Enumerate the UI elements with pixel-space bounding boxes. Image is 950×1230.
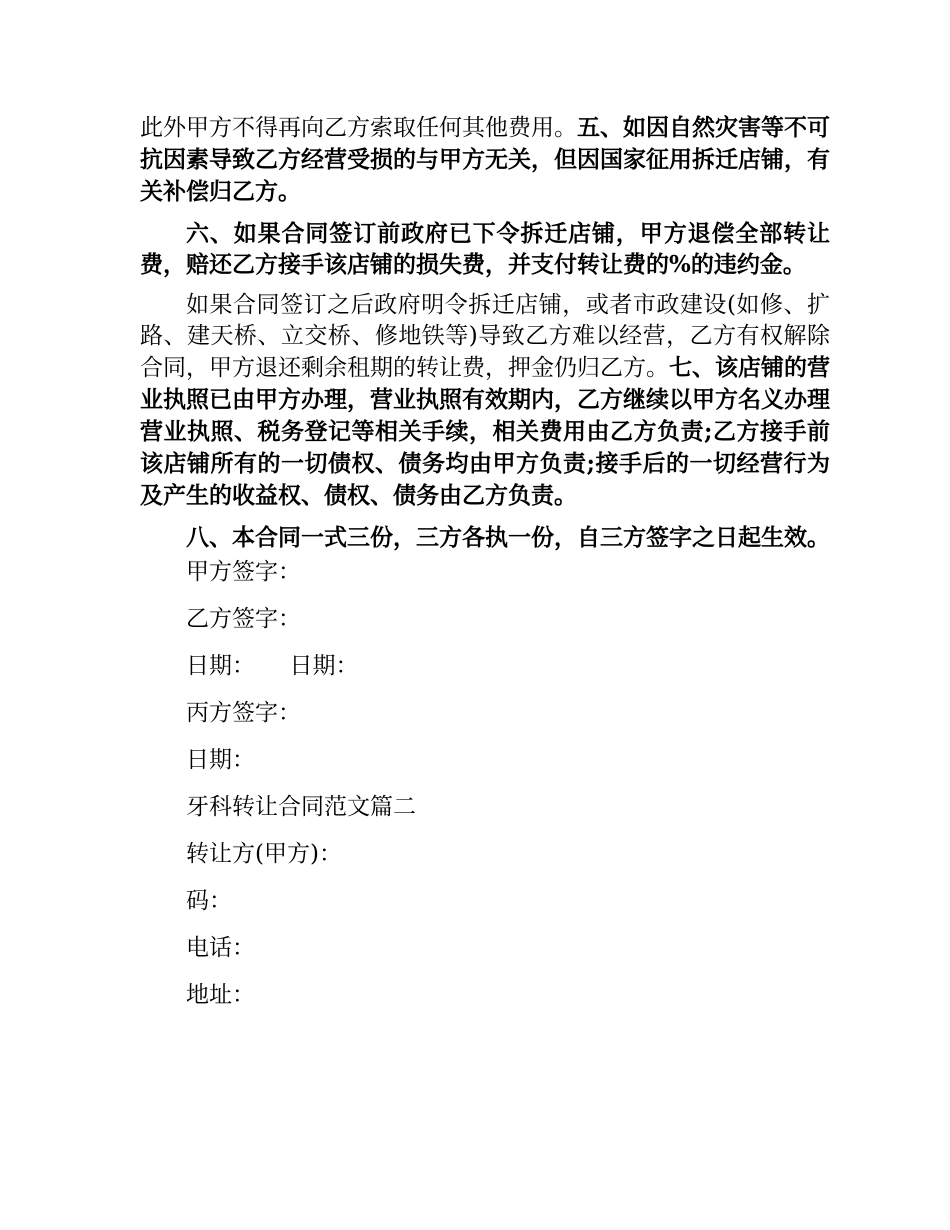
section-heading: 牙科转让合同范文篇二 [186,794,416,820]
phone-line: 电话： [186,935,255,961]
party-b-signature-line: 乙方签字： [186,606,301,632]
clause-7-text: 七、该店铺的营业执照已由甲方办理，营业执照有效期内，乙方继续以甲方名义办理营业执照、税务登记等相关手续，相关费用由乙方负责;乙方接手前该店铺所有的一切债权、债务均由甲方负责;接手后的一切经营行为及产生的收益权、债权、债务由乙方负责。 [140,354,830,509]
party-c-signature-line: 丙方签字： [186,700,301,726]
paragraph-clause-5 [140,112,830,208]
paragraph-clause-7 [140,290,830,512]
transferor-line: 转让方(甲方)： [186,841,342,867]
clause-6-text: 六、如果合同签订前政府已下令拆迁店铺，甲方退偿全部转让费，赔还乙方接手该店铺的损失费，并支付转让费的%的违约金。 [140,220,830,278]
party-a-signature-line: 甲方签字： [186,559,301,585]
paragraph-clause-6 [140,218,830,280]
paragraph-text: 此外甲方不得再向乙方索取任何其他费用。 [140,115,577,141]
date-line-c: 日期： [186,747,255,773]
date-line: 日期： 日期： [186,653,359,679]
code-line: 码： [186,888,232,914]
clause-5-text: 五、如因自然灾害等不可抗因素导致乙方经营受损的与甲方无关，但因国家征用拆迁店铺，有关补偿归乙方。 [140,114,830,205]
demolition-text: 如果合同签订之后政府明令拆迁店铺，或者市政建设(如修、扩路、建天桥、立交桥、修地铁等)导致乙方难以经营，乙方有权解除合同，甲方退还剩余租期的转让费，押金仍归乙方。 [140,292,830,381]
document-page [140,112,830,1027]
address-line: 地址： [186,982,255,1008]
paragraph-clause-8 [140,522,830,553]
clause-8-text: 八、本合同一式三份，三方各执一份，自三方签字之日起生效。 [186,524,830,551]
